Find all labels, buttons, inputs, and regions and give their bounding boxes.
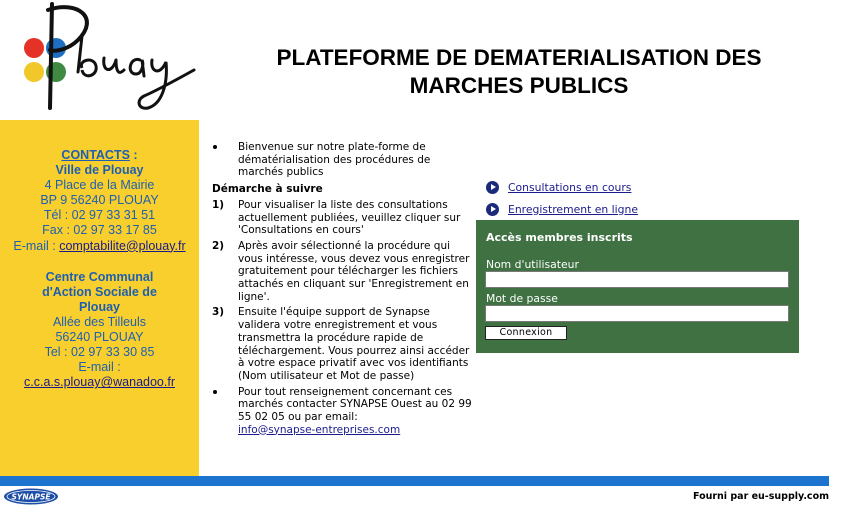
org1-name: Ville de Plouay: [55, 163, 144, 178]
registration-link[interactable]: Enregistrement en ligne: [508, 202, 638, 216]
org1-address2: BP 9 56240 PLOUAY: [40, 193, 159, 208]
step-number: 3): [212, 306, 225, 319]
username-input[interactable]: [485, 271, 789, 288]
org2-address1: Allée des Tilleuls: [52, 314, 147, 329]
page-title-line1: PLATEFORME DE DEMATERIALISATION DES: [276, 45, 762, 70]
contact-text: Pour tout renseignement concernant ces marchés contacter SYNAPSE Ouest au 02 99 55 02 05 ou par email:: [238, 385, 472, 424]
arrow-right-icon: [486, 181, 499, 194]
step-item: [210, 199, 472, 237]
org1-fax: Fax : 02 97 33 17 85: [42, 223, 157, 238]
step-number: 2): [212, 239, 225, 252]
consultations-link[interactable]: Consultations en cours: [508, 180, 632, 194]
provided-by: Fourni par eu-supply.com: [692, 491, 829, 502]
contacts-sidebar: [0, 120, 199, 476]
synapse-email-link[interactable]: info@synapse-entreprises.com: [238, 423, 401, 436]
synapse-logo-text: SYNAPSE: [11, 492, 51, 502]
org2-name-line3: Plouay: [79, 299, 120, 314]
arrow-right-icon: [486, 203, 499, 216]
org1-address1: 4 Place de la Mairie: [44, 178, 155, 193]
login-heading: Accès membres inscrits: [486, 231, 633, 244]
bullet-icon: [213, 390, 217, 394]
welcome-text: Bienvenue sur notre plate-forme de dématérialisation des procédures de marchés publics: [238, 141, 431, 179]
step-number: 1): [212, 198, 225, 211]
org2-name-line1: Centre Communal: [45, 269, 154, 284]
contacts-suffix: :: [129, 148, 138, 162]
welcome-item: [210, 141, 472, 179]
org1-email-label: E-mail :: [13, 238, 60, 253]
password-label: Mot de passe: [486, 292, 558, 305]
step-item: [210, 240, 472, 304]
consultations-row: [486, 176, 638, 198]
step-text: Après avoir sélectionné la procédure qui vous intéresse, vous devez vous enregistrer gratuitement pour télécharger les fichiers attachés en cliquant sur 'Enregistrement en ligne'.: [238, 239, 470, 303]
step-item: [210, 306, 472, 382]
quick-links: [486, 176, 638, 220]
footer-bar: [0, 476, 829, 486]
steps-title: Démarche à suivre: [212, 183, 323, 196]
org1-tel: Tél : 02 97 33 31 51: [43, 208, 156, 223]
username-label: Nom d'utilisateur: [486, 258, 579, 271]
org2-address2: 56240 PLOUAY: [55, 330, 144, 345]
synapse-logo: [3, 488, 59, 505]
org2-email-label: E-mail :: [78, 360, 121, 375]
registration-row: [486, 198, 638, 220]
org2-email-link[interactable]: c.c.a.s.plouay@wanadoo.fr: [24, 375, 175, 390]
login-panel: [476, 220, 799, 353]
contact-item: [210, 386, 472, 437]
password-input[interactable]: [485, 305, 789, 322]
instructions: [210, 141, 472, 436]
contacts-link[interactable]: CONTACTS: [61, 148, 130, 162]
connexion-button[interactable]: Connexion: [485, 326, 567, 340]
org1-email-link[interactable]: comptabilite@plouay.fr: [59, 238, 186, 253]
plouay-logo: [8, 0, 198, 118]
org2-tel: Tel : 02 97 33 30 85: [44, 345, 155, 360]
step-text: Pour visualiser la liste des consultations actuellement publiées, veuillez cliquer sur 'Consultations en cours': [238, 198, 461, 237]
bullet-icon: [213, 145, 217, 149]
step-text: Ensuite l'équipe support de Synapse validera votre enregistrement et vous transmettra la procédure rapide de téléchargement. Vous pourrez ainsi accéder à votre espace privatif avec vos identifiants (Nom utilisateur et Mot de passe): [238, 306, 470, 382]
org2-name-line2: d'Action Sociale de: [42, 284, 157, 299]
page-title-line2: MARCHES PUBLICS: [409, 73, 629, 98]
page-title: [230, 44, 808, 100]
